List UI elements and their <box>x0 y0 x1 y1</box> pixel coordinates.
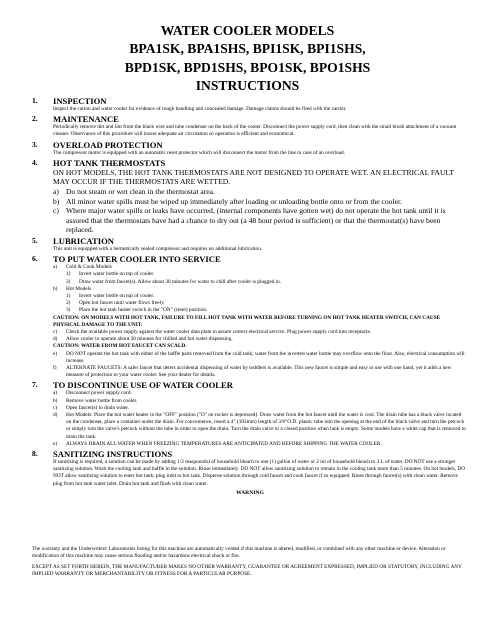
list-item <box>53 286 468 293</box>
list-item <box>53 441 468 448</box>
item-label: 2) <box>66 278 71 285</box>
section-sanitizing <box>32 449 468 488</box>
list-item <box>53 206 468 235</box>
item-label: a) <box>53 390 58 397</box>
sub-item <box>66 271 468 278</box>
item-label: 1) <box>66 271 71 278</box>
disclaimer-text: EXCEPT AS SET FORTH HEREIN, THE MANUFACTURER MAKES NO OTHER WARRANTY, GUARANTEE OR AGREEMENT EXPRESSED, IMPLIED OR STATUTORY, INCLUDING ANY IMPLIED WARRANTY OR MERCHANTABILITY OR FITNESS FOR A PARTICULAR PURPOSE. <box>32 563 462 577</box>
item-text: ALWAYS DRAIN ALL WATER WHEN FREEZING TEMPERATURES ARE ANTICIPATED AND BEFORE SHIPPING THE WATER COOLER. <box>66 440 382 447</box>
sub-item <box>66 279 468 286</box>
title-line-1: WATER COOLER MODELS <box>160 23 335 38</box>
item-text: Hot Models <box>66 285 92 292</box>
warranty-footer <box>32 546 468 578</box>
list-item <box>53 351 468 365</box>
item-label: b) <box>53 285 58 292</box>
list-item <box>53 187 468 197</box>
list-item <box>53 365 468 379</box>
title-line-4: INSTRUCTIONS <box>195 78 300 94</box>
item-label: a) <box>53 187 59 196</box>
section-number: 4. <box>32 157 38 167</box>
section-text: This unit is equipped with a hermetically sealed compressor and requires no additional lubrication. <box>53 245 263 252</box>
item-label: d) <box>53 336 58 343</box>
caution-text: CAUTION: WATER FROM HOT FAUCET CAN SCALD. <box>53 343 187 350</box>
section-hot-tank-thermostats <box>32 158 468 235</box>
section-heading: HOT TANK THERMOSTATS <box>53 157 166 168</box>
item-label: 1) <box>66 292 71 299</box>
section-heading: LUBRICATION <box>53 235 114 246</box>
section-number: 2. <box>32 114 38 124</box>
item-label: e) <box>53 440 58 447</box>
list-item <box>53 390 468 397</box>
list-item <box>53 197 468 207</box>
section-intro: ON HOT MODELS, THE HOT TANK THERMOSTATS ARE NOT DESIGNED TO OPERATE WET. AN ELECTRICAL FAULT MAY OCCUR IF THE THERMOSTATS ARE WETTED. <box>53 167 454 187</box>
section-number: 6. <box>32 254 38 264</box>
item-text: Do not steam or wet clean in the thermostat area. <box>66 187 215 196</box>
list-item <box>53 279 468 286</box>
instructions-body <box>32 95 468 497</box>
section-text: If sanitizing is required, a solution can be made by adding 1/2 teaspoonful of household bleach to one (1) gallon of water or 2 ml of household bleach to 3 L of water. DO NOT use a stronger sanitizing solution. Wash the cooling tank and baffle in the solution. Rinse immediately. DO NOT allow sanitizing solution to remain in the cooling tank more than 5 minutes. On hot models, DO NOT allow sanitizing solution to enter hot tank; plug inlet to hot tank. Dispense solution through cold faucet and cook faucet if so equipped. Rinse through faucet(s) with clean water. Remove plug from hot tank water inlet. Drain hot tank and flush with clean water. <box>53 459 466 487</box>
item-label: 3) <box>66 307 71 314</box>
title-line-2: BPA1SK, BPA1SHS, BPI1SK, BPI1SHS, <box>129 41 366 57</box>
section-text: Inspect the carton and water cooler for evidence of rough handling and concealed damage. Damage claims should be filed with the carrier. <box>53 106 347 112</box>
section-heading: INSPECTION <box>53 96 107 106</box>
section-number: 1. <box>32 96 38 105</box>
item-label: f) <box>53 365 57 372</box>
section-inspection <box>32 96 468 113</box>
item-text: Open faucet(s) to drain water. <box>66 404 130 411</box>
item-text: ALTERNATE FAUCETS: A safer faucet that deters accidental dispensing of water by toddlers is available. This new faucet is simple and easy to use with one hand, yet it adds a new measure of protection to your water cooler. See your dealer for details. <box>66 365 452 379</box>
list-item <box>53 307 468 314</box>
item-text: Check the available power supply against the water cooler data plate to assure correct electrical service. Plug power supply cord into receptacle. <box>66 329 372 335</box>
warranty-text: The warranty and the Underwriters' Laboratories listing for this machine are automatically voided if this machine is altered, modified, or combined with any other machine or device. Alteration or modification of this machine may cause serious flooding and/or hazardous electrical shock or fire. <box>32 546 446 560</box>
item-text: Hot Models: Place the hot water heater in the "OFF" position ("O" on rocker is depressed). Draw water from the hot faucet until the water is cool. The drain tube has a black valve located on the condenser, place a container under the drain. For convenience, insert a 4" (102mm) length of 3/8"O.D. plastic tube into the opening at the end of the black valve and turn the petcock or simply turn the valve's petcock without the tube in order to open the drain. Turn the drain valve to a closed position when tank is empty. Some models have a white cap that is removed to drain the tank. <box>66 412 466 440</box>
section-heading: OVERLOAD PROTECTION <box>53 139 163 150</box>
item-text: Invert water bottle on top of cooler. <box>79 271 155 278</box>
section-into-service <box>32 254 468 379</box>
item-text: All minor water spills must be wiped up immediately after loading or unloading bottle onto or from the cooler. <box>66 196 402 206</box>
list-item <box>53 271 468 278</box>
item-label: c) <box>53 404 58 411</box>
item-text: Invert water bottle on top of cooler. <box>79 292 155 299</box>
item-label: e) <box>53 350 58 357</box>
section-heading: TO DISCONTINUE USE OF WATER COOLER <box>53 380 233 391</box>
item-text: Place the hot tank heater switch in the "ON" (reset) position. <box>79 307 208 314</box>
section-heading: MAINTENANCE <box>53 114 119 125</box>
caution-text: CAUTION: ON MODELS WITH HOT TANK, FAILURE TO FILL HOT TANK WITH WATER BEFORE TURNING ON HOT TANK HEATER SWITCH, CAN CAUSE PHYSICAL DAMAGE TO THE UNIT. <box>53 314 441 328</box>
item-text: Remove water bottle from cooler. <box>66 397 138 404</box>
item-text: Open hot faucet until water flows freely. <box>79 300 165 307</box>
section-number: 3. <box>32 139 38 149</box>
section-lubrication <box>32 236 468 253</box>
sub-item <box>66 307 468 314</box>
list-item <box>53 398 468 405</box>
section-maintenance <box>32 114 468 138</box>
item-text: Cold & Cook Models <box>66 264 112 271</box>
item-text: Draw water from faucet(s). Allow about 30 minutes for water to chill after cooler is plugged in. <box>79 278 282 285</box>
document-title <box>0 22 495 96</box>
section-text: The compressor motor is equipped with an automatic reset protector which will disconnect the motor from the line in case of an overload. <box>53 149 345 156</box>
section-discontinue-use <box>32 380 468 448</box>
list-item <box>53 412 468 441</box>
item-text: Disconnect power supply cord. <box>66 390 132 397</box>
section-heading: SANITIZING INSTRUCTIONS <box>53 449 173 460</box>
title-line-3: BPD1SK, BPD1SHS, BPO1SK, BPO1SHS <box>124 59 371 75</box>
section-overload-protection <box>32 140 468 157</box>
section-heading: TO PUT WATER COOLER INTO SERVICE <box>53 254 221 265</box>
item-label: b) <box>53 397 58 404</box>
item-label: c) <box>53 206 59 216</box>
section-number: 7. <box>32 380 38 390</box>
item-text: Where major water spills or leaks have occurred, (internal components have gotten wet) do not operate the hot tank until it is assured that the thermostats have had a chance to dry out (a 48 hour period is sufficient) or that the thermostat(s) have been replaced. <box>66 206 446 235</box>
section-number: 8. <box>32 449 38 459</box>
item-label: d) <box>53 412 58 419</box>
section-number: 5. <box>32 235 38 245</box>
list-item <box>53 336 468 343</box>
item-label: 2) <box>66 300 71 307</box>
item-label: b) <box>53 196 60 206</box>
item-label: c) <box>53 329 58 335</box>
item-text: DO NOT operate the hot tank with either of the baffle parts removed from the cold tank; water from the inverted water bottle may overflow onto the floor. Also, electrical consumption will increase. <box>66 350 465 364</box>
list-item <box>53 405 468 412</box>
warning-heading: WARNING <box>236 489 264 496</box>
item-text: Allow cooler to operate about 30 minutes for chilled and hot water dispensing. <box>66 336 233 343</box>
item-label: a) <box>53 264 58 271</box>
section-text: Periodically remove dirt and lint from the black wire and tube condenser on the back of the cooler. Disconnect the power supply cord, then clean with the small brush attachment of a vacuum cleaner. Observance of this procedure will insure adequate air circulation so operation is efficient and economical. <box>53 124 457 138</box>
